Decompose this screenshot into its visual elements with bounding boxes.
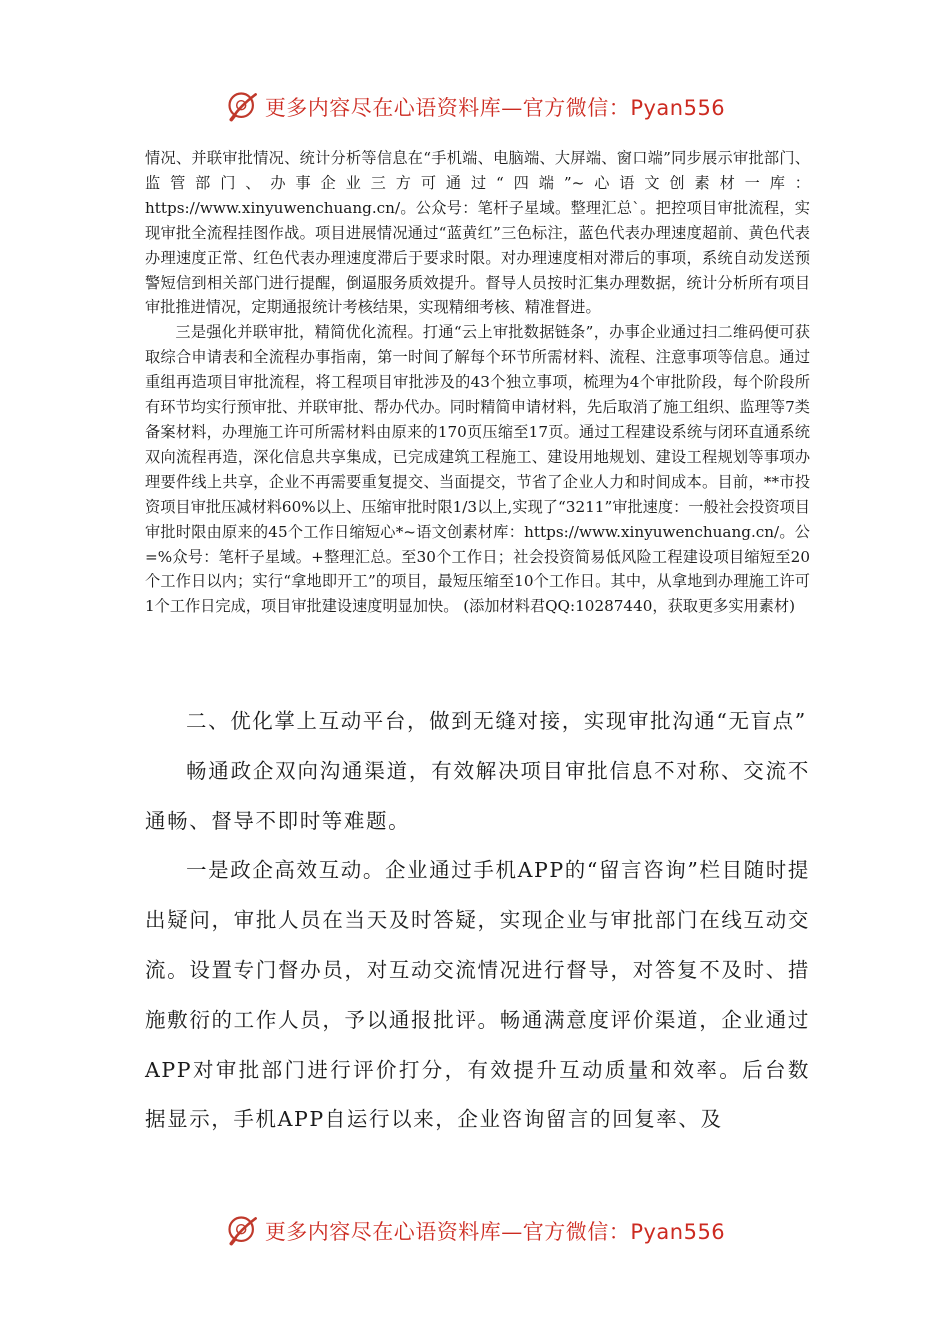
- watermark-text: 更多内容尽在心语资料库—官方微信：Pyan556: [264, 1220, 726, 1244]
- watermark-text: 更多内容尽在心语资料库—官方微信：Pyan556: [264, 96, 726, 120]
- paragraph-progress-control: 情况、并联审批情况、统计分析等信息在“手机端、电脑端、大屏端、窗口端”同步展示审批部门、监管部门、办事企业三方可通过“四端”~心语文创素材一库：https://www.xinyuwenchuang.cn/。公众号：笔杆子星域。整理汇总`。把控项目审批流程，实现审批全流程挂图作战。项目进展情况通过“蓝黄红”三色标注，蓝色代表办理速度超前、黄色代表办理速度正常、红色代表办理速度滞后于要求时限。对办理速度相对滞后的事项，系统自动发送预警短信到相关部门进行提醒，倒逼服务质效提升。督导人员按时汇集办理数据，统计分析所有项目审批推进情况，定期通报统计考核结果，实现精细考核、精准督进。: [145, 149, 810, 317]
- paragraph-parallel-approval: 三是强化并联审批，精简优化流程。打通“云上审批数据链条”，办事企业通过扫二维码便可获取综合申请表和全流程办事指南，第一时间了解每个环节所需材料、流程、注意事项等信息。通过重组再造项目审批流程，将工程项目审批涉及的43个独立事项，梳理为4个审批阶段，每个阶段所有环节均实行预审批、并联审批、帮办代办。同时精简申请材料，先后取消了施工组织、监理等7类备案材料，办理施工许可所需材料由原来的170页压缩至17页。通过工程建设系统与闭环直通系统双向流程再造，深化信息共享集成，已完成建筑工程施工、建设用地规划、建设工程规划等事项办理要件线上共享，企业不再需要重复提交、当面提交，节省了企业人力和时间成本。目前，**市投资项目审批压减材料60%以上、压缩审批时限1/3以上,实现了“3211”审批速度：一般社会投资项目审批时限由原来的45个工作日缩短心*~语文创素材库：https://www.xinyuwenchuang.cn/。公=%众号：笔杆子星域。+整理汇总。至30个工作日；社会投资简易低风险工程建设项目缩短至20个工作日以内；实行“拿地即开工”的项目，最短压缩至10个工作日。其中，从拿地到办理施工许可1个工作日完成，项目审批建设速度明显加快。 (添加材料君QQ:10287440，获取更多实用素材): [145, 323, 810, 616]
- brush-logo-icon: [225, 89, 261, 125]
- watermark-banner-bottom: [0, 1206, 950, 1256]
- wechat-id: Pyan556: [630, 96, 726, 120]
- section-heading: 二、优化掌上互动平台，做到无缝对接，实现审批沟通“无盲点”: [186, 709, 807, 733]
- brush-logo-icon: [225, 1213, 261, 1249]
- wechat-id: Pyan556: [630, 1220, 726, 1244]
- paragraph-communication: 畅通政企双向沟通渠道，有效解决项目审批信息不对称、交流不通畅、督导不即时等难题。: [145, 758, 810, 833]
- small-text-section: [145, 146, 810, 619]
- paragraph-interaction: 一是政企高效互动。企业通过手机APP的“留言咨询”栏目随时提出疑问，审批人员在当天及时答疑，实现企业与审批部门在线互动交流。设置专门督办员，对互动交流情况进行督导，对答复不及时、措施敷衍的工作人员，予以通报批评。畅通满意度评价渠道，企业通过APP对审批部门进行评价打分，有效提升互动质量和效率。后台数据显示，手机APP自运行以来，企业咨询留言的回复率、及: [145, 858, 810, 1132]
- large-text-section: [145, 697, 810, 1145]
- watermark-banner-top: [0, 82, 950, 132]
